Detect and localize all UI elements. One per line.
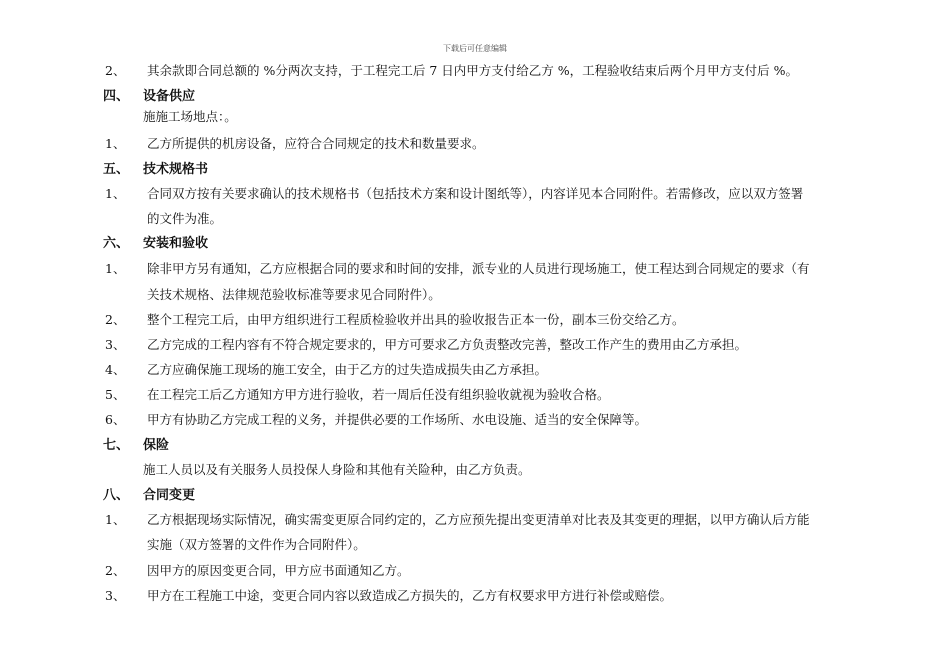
paragraph-text: 施施工场地点：。 (143, 109, 237, 124)
paragraph (0, 461, 950, 479)
clause-text: 合同双方按有关要求确认的技术规格书（包括技术方案和设计图纸等），内容详见本合同附件。若需修改，应以双方签署 (147, 186, 804, 201)
section-number: 四、 (103, 89, 130, 104)
clause-number: 5、 (105, 387, 126, 402)
section-heading (0, 437, 950, 455)
clause-item (0, 511, 950, 529)
clause-number: 1、 (105, 186, 126, 201)
clause-text: 关技术规格、法律规范验收标准等要求见合同附件）。 (147, 287, 441, 302)
clause-item (0, 411, 950, 429)
section-title: 保险 (143, 438, 170, 453)
clause-number: 6、 (105, 412, 126, 427)
clause-item (0, 386, 950, 404)
paragraph-text: 施工人员以及有关服务人员投保人身险和其他有关险种，由乙方负责。 (143, 462, 531, 477)
clause-continuation (0, 286, 950, 304)
clause-item (0, 311, 950, 329)
clause-item (0, 185, 950, 203)
clause-item (0, 135, 950, 153)
section-title: 设备供应 (143, 89, 196, 104)
clause-number: 2、 (105, 312, 126, 327)
section-number: 六、 (103, 236, 130, 251)
paragraph (0, 108, 950, 126)
clause-item (0, 260, 950, 278)
clause-number: 3、 (105, 337, 126, 352)
section-title: 安装和验收 (143, 236, 209, 251)
clause-number: 3、 (105, 588, 126, 603)
clause-text: 在工程完工后乙方通知方甲方进行验收，若一周后任没有组织验收就视为验收合格。 (147, 387, 610, 402)
section-number: 八、 (103, 488, 130, 503)
section-heading (0, 487, 950, 505)
section-heading (0, 88, 950, 106)
section-number: 七、 (103, 438, 130, 453)
clause-text: 乙方完成的工程内容有不符合规定要求的，甲方可要求乙方负责整改完善，整改工作产生的费用由乙方承担。 (147, 337, 748, 352)
clause-item (0, 336, 950, 354)
clause-number: 1、 (105, 512, 126, 527)
clause-number: 2、 (105, 563, 126, 578)
clause-text: 乙方应确保施工现场的施工安全，由于乙方的过失造成损失由乙方承担。 (147, 362, 548, 377)
clause-continuation (0, 536, 950, 554)
clause-item (0, 361, 950, 379)
section-heading (0, 235, 950, 253)
clause-text: 甲方在工程施工中途，变更合同内容以致造成乙方损失的，乙方有权要求甲方进行补偿或赔偿。 (147, 588, 673, 603)
clause-text: 其余款即合同总额的 %分两次支持，于工程完工后 7 日内甲方支付给乙方 %，工程验收结束后两个月甲方支付后 %。 (147, 63, 798, 78)
section-title: 技术规格书 (143, 162, 209, 177)
header-note: 下载后可任意编辑 (443, 44, 507, 53)
clause-number: 1、 (105, 261, 126, 276)
clause-text: 乙方根据现场实际情况，确实需变更原合同约定的，乙方应预先提出变更清单对比表及其变更的理据，以甲方确认后方能 (147, 512, 810, 527)
clause-text: 乙方所提供的机房设备，应符合合同规定的技术和数量要求。 (147, 136, 485, 151)
clause-text: 整个工程完工后，由甲方组织进行工程质检验收并出具的验收报告正本一份，副本三份交给乙方。 (147, 312, 685, 327)
clause-number: 1、 (105, 136, 126, 151)
clause-text: 因甲方的原因变更合同，甲方应书面通知乙方。 (147, 563, 410, 578)
section-heading (0, 161, 950, 179)
clause-text: 除非甲方另有通知，乙方应根据合同的要求和时间的安排，派专业的人员进行现场施工，使工程达到合同规定的要求（有 (147, 261, 810, 276)
clause-text: 甲方有协助乙方完成工程的义务，并提供必要的工作场所、水电设施、适当的安全保障等。 (147, 412, 648, 427)
clause-number: 4、 (105, 362, 126, 377)
section-number: 五、 (103, 162, 130, 177)
clause-item (0, 587, 950, 605)
clause-number: 2、 (105, 63, 126, 78)
clause-item (0, 562, 950, 580)
clause-continuation (0, 210, 950, 228)
clause-item (0, 62, 950, 80)
clause-text: 实施（双方签署的文件作为合同附件）。 (147, 537, 366, 552)
section-title: 合同变更 (143, 488, 196, 503)
clause-text: 的文件为准。 (147, 211, 223, 226)
